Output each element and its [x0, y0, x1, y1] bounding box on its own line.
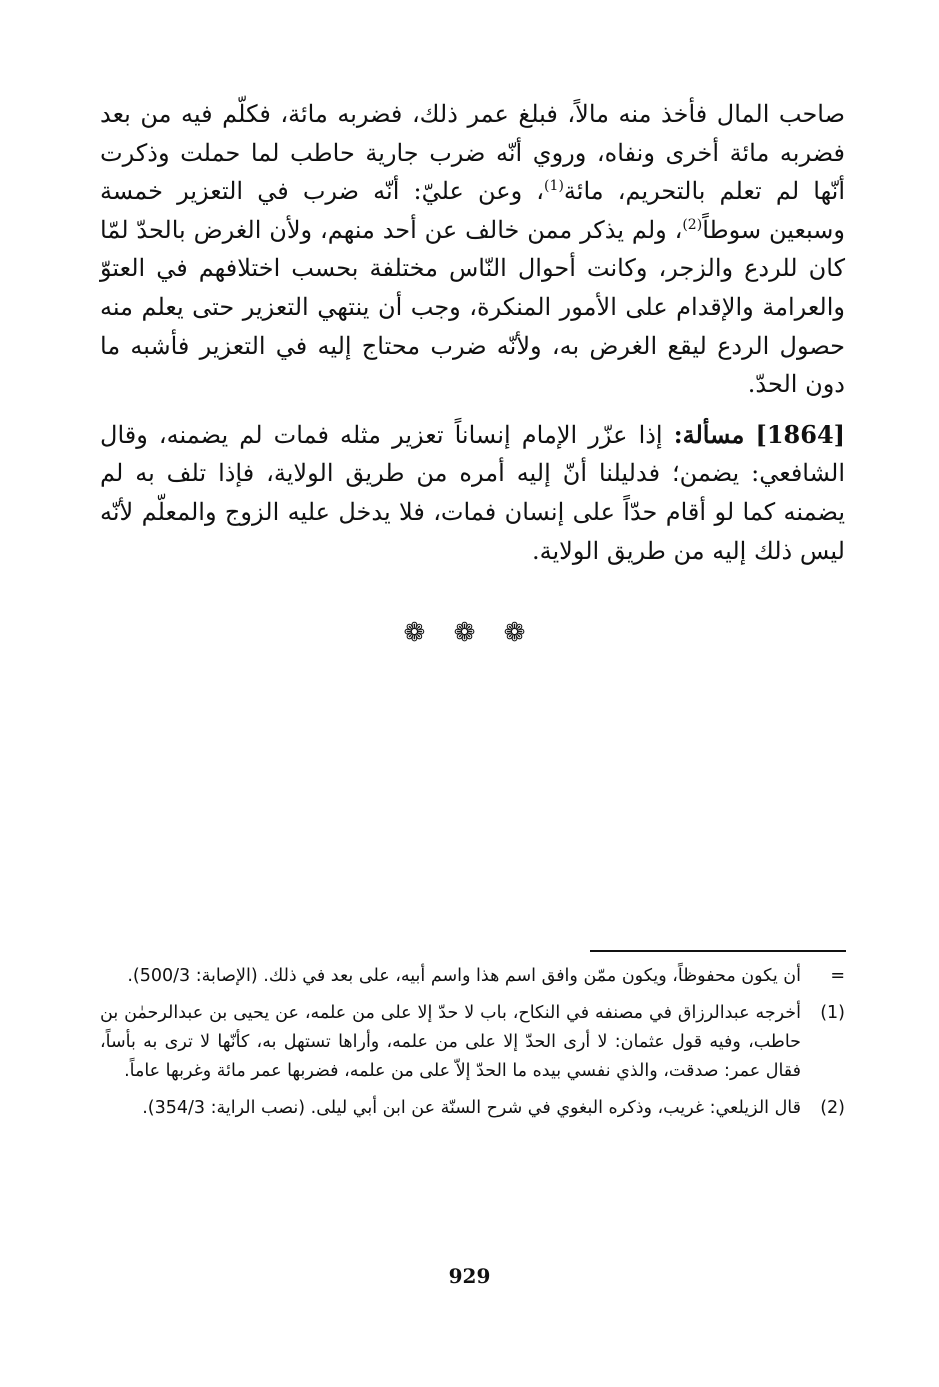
- footnote-item: [100, 1094, 845, 1123]
- paragraph-1-part-2: ، وعن عليّ: أنّه ضرب في التعزير خمسة وسبعين سوطاً: [100, 177, 845, 244]
- footnote-ref-1: (1): [544, 178, 564, 195]
- masala-text: إذا عزّر الإمام إنساناً تعزير مثله فمات لم يضمنه، وقال الشافعي: يضمن؛ فدليلنا أنّ إليه أمره من طريق الولاية، فإذا تلف به لم يضمنه كما لو أقام حدّاً على إنسان فمات، فلا يدخل عليه الزوج والمعلّم لأنّه ليس ذلك إليه من طريق الولاية.: [100, 420, 845, 565]
- footnote-ref-2: (2): [682, 216, 703, 233]
- footnote-marker: (1): [820, 1003, 845, 1023]
- page-number: 929: [448, 1264, 491, 1288]
- footnotes: [100, 962, 845, 1131]
- footnote-item: [100, 999, 845, 1086]
- ornament-divider: ❁ ❁ ❁: [403, 618, 536, 648]
- footnote-text: قال الزيلعي: غريب، وذكره البغوي في شرح السنّة عن ابن أبي ليلى. (نصب الراية: 354/3).: [142, 1098, 801, 1118]
- footnote-separator: [590, 950, 846, 952]
- footnote-item: [100, 962, 845, 991]
- masala-heading: مسألة:: [673, 419, 745, 449]
- masala-paragraph: [100, 416, 845, 570]
- footnote-text: أخرجه عبدالرزاق في مصنفه في النكاح، باب لا حدّ إلا على من علمه، عن يحيى بن عبدالرحمٰن بن حاطب، وفيه قول عثمان: لا أرى الحدّ إلا على من علمه، وأراها تستهل به، كأنّها لا ترى به بأساً، فقال عمر: صدقت، والذي نفسي بيده ما الحدّ إلاّ على من علمه، فضربها عمر مائة وغربها عاماً.: [100, 1003, 801, 1081]
- footnote-marker: (2): [820, 1098, 845, 1118]
- main-text: [100, 95, 845, 570]
- footnote-marker: =: [830, 966, 845, 986]
- paragraph-1-part-3: ، ولم يذكر ممن خالف عن أحد منهم، ولأن الغرض بالحدّ لمّا كان للردع والزجر، وكانت أحوال النّاس مختلفة بحسب اختلافهم في العتوّ والعرامة والإقدام على الأمور المنكرة، وجب أن ينتهي التعزير حتى يعلم منه حصول الردع ليقع الغرض به، ولأنّه ضرب محتاج إليه في التعزير فأشبه ما دون الحدّ.: [100, 215, 846, 399]
- paragraph-1: [100, 95, 845, 404]
- masala-number: [1864]: [755, 419, 845, 449]
- paragraph-1-part-1: صاحب المال فأخذ منه مالاً، فبلغ عمر ذلك، فضربه مائة، فكلّم فيه من بعد فضربه مائة أخرى ونفاه، وروي أنّه ضرب جارية حاطب لما حملت وذكرت أنّها لم تعلم بالتحريم، مائة: [100, 100, 845, 206]
- footnote-text: أن يكون محفوظاً، ويكون ممّن وافق اسم هذا واسم أبيه، على بعد في ذلك. (الإصابة: 500/3).: [127, 966, 801, 986]
